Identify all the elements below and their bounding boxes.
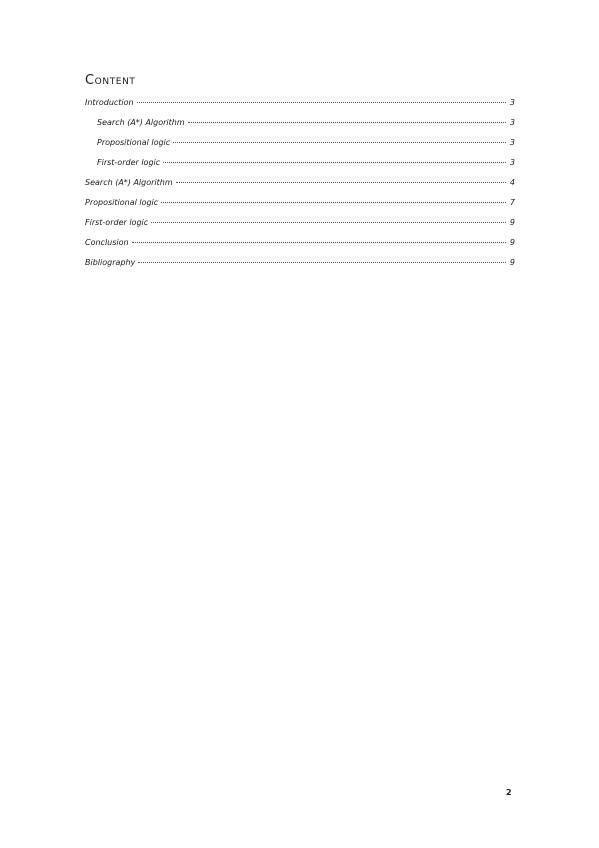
toc-entry-page: 3 xyxy=(509,98,515,107)
toc-entry[interactable] xyxy=(85,116,515,136)
toc-entry-title: Search (A*) Algorithm xyxy=(85,178,173,187)
toc-entry-page: 3 xyxy=(509,138,515,147)
toc-entry-title: First-order logic xyxy=(85,218,149,227)
toc-dot-leader xyxy=(137,102,506,103)
toc-entry-page: 3 xyxy=(509,118,515,127)
toc-entry-title: First-order logic xyxy=(97,158,161,167)
toc-entry[interactable] xyxy=(85,156,515,176)
toc-entry-page: 9 xyxy=(509,218,515,227)
toc-entry-title: Propositional logic xyxy=(85,198,159,207)
toc-entry-page: 7 xyxy=(509,198,515,207)
toc-dot-leader xyxy=(138,262,506,263)
toc-entry-page: 9 xyxy=(509,238,515,247)
toc-entry-title: Search (A*) Algorithm xyxy=(97,118,185,127)
toc-entry[interactable] xyxy=(85,236,515,256)
toc-entry-title: Conclusion xyxy=(85,238,129,247)
toc-dot-leader xyxy=(151,222,506,223)
toc-entry-title: Bibliography xyxy=(85,258,136,267)
toc-entry[interactable] xyxy=(85,96,515,116)
toc-dot-leader xyxy=(161,202,506,203)
toc-heading: Content xyxy=(85,73,136,88)
toc-entry[interactable] xyxy=(85,256,515,276)
toc-dot-leader xyxy=(188,122,506,123)
toc-entry[interactable] xyxy=(85,196,515,216)
toc-entry-page: 9 xyxy=(509,258,515,267)
toc-dot-leader xyxy=(173,142,506,143)
toc-dot-leader xyxy=(176,182,506,183)
toc-entry-title: Propositional logic xyxy=(97,138,171,147)
toc-dot-leader xyxy=(132,242,506,243)
toc-entry-page: 4 xyxy=(509,178,515,187)
toc-entry[interactable] xyxy=(85,136,515,156)
toc-entry-title: Introduction xyxy=(85,98,134,107)
toc-entry-page: 3 xyxy=(509,158,515,167)
table-of-contents xyxy=(85,96,515,276)
toc-entry[interactable] xyxy=(85,216,515,236)
page-number: 2 xyxy=(506,788,512,797)
toc-entry[interactable] xyxy=(85,176,515,196)
toc-dot-leader xyxy=(163,162,506,163)
